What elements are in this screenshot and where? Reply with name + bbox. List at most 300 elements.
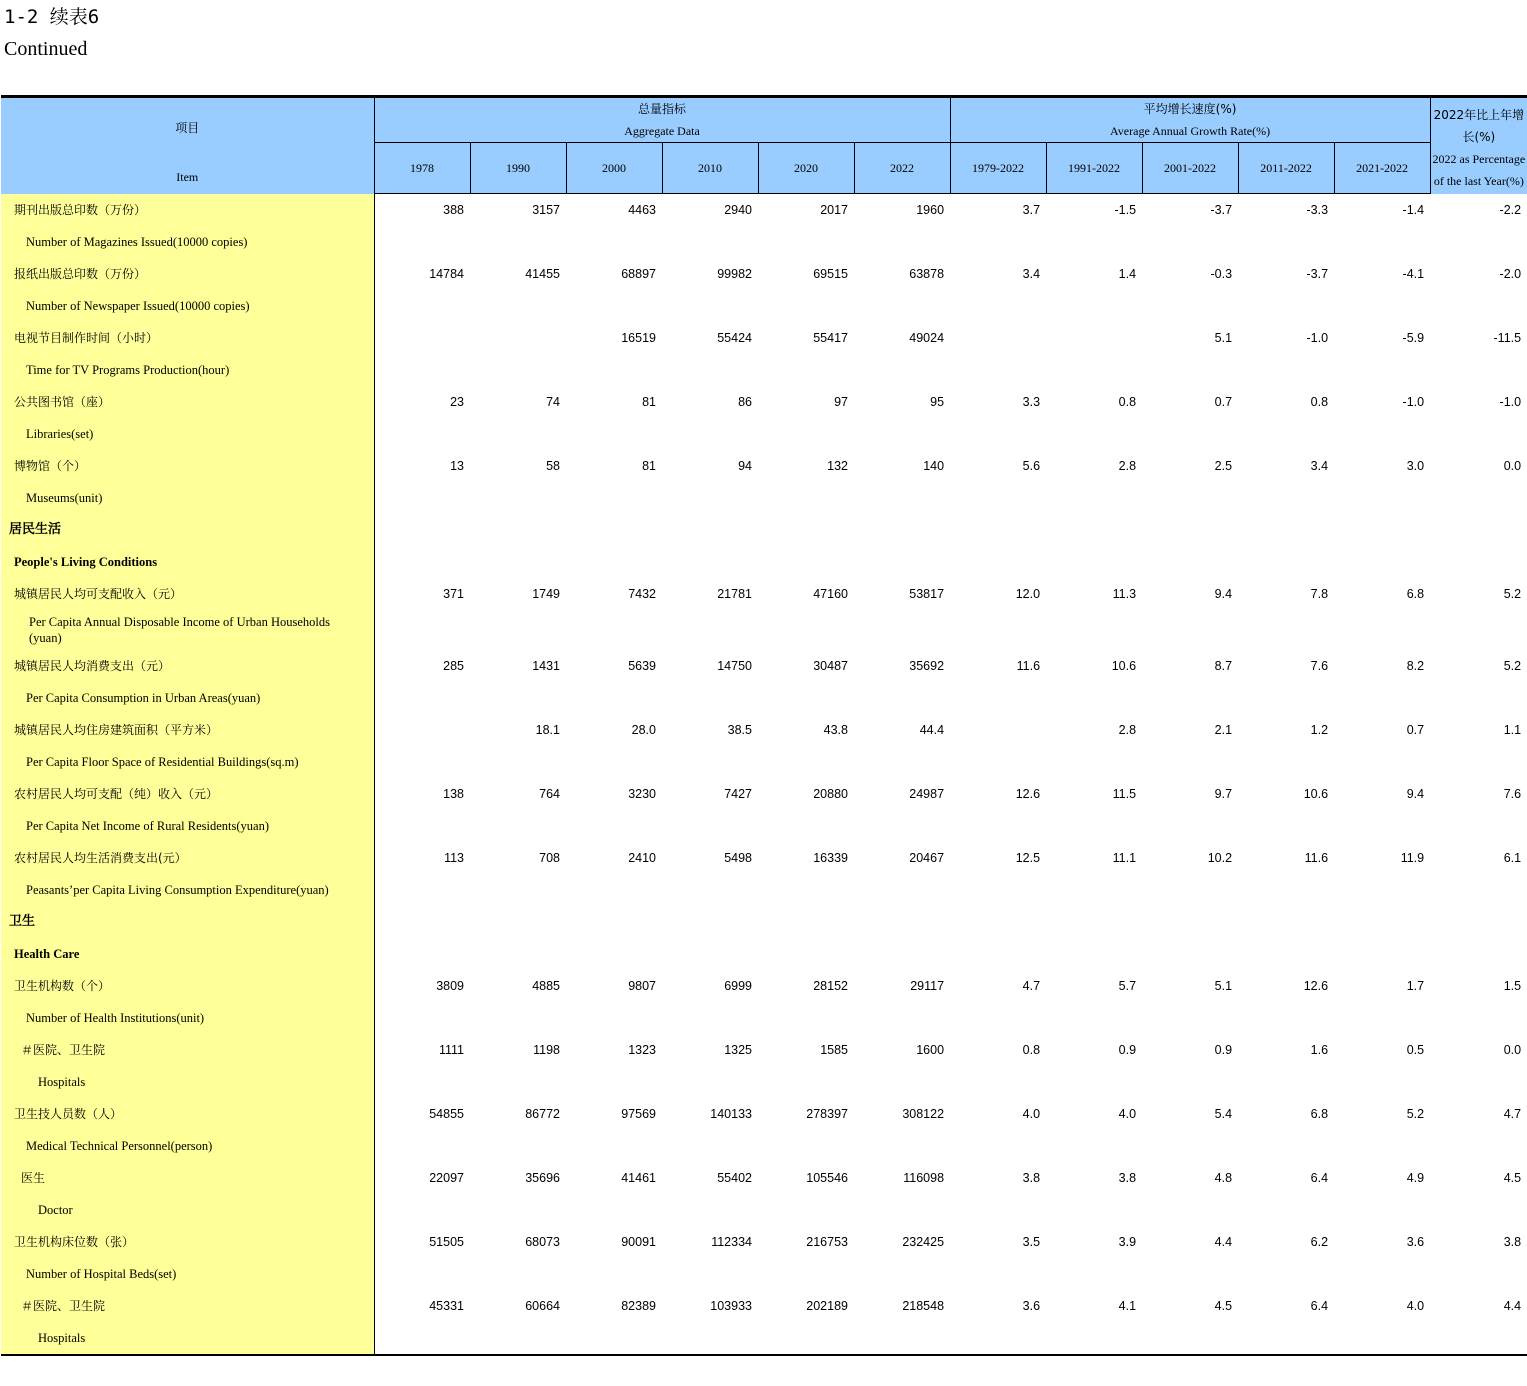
empty-cell	[854, 546, 950, 578]
value-cell: 6.4	[1310, 1299, 1329, 1313]
value-cell: 2.1	[1214, 723, 1233, 737]
value-cell: 1.2	[1310, 723, 1329, 737]
value-cell: 7427	[724, 787, 752, 801]
empty-cell	[1142, 482, 1238, 514]
table-row	[1, 194, 1527, 227]
empty-cell	[374, 1322, 470, 1355]
empty-cell	[470, 1194, 566, 1226]
value-cell: 1960	[916, 203, 945, 217]
empty-cell	[1430, 290, 1527, 322]
value-cell: 54855	[429, 1107, 464, 1121]
value-cell: 112334	[711, 1235, 752, 1249]
value-cell: 68897	[621, 267, 656, 281]
value-cell: 2017	[820, 203, 848, 217]
value-cell: 90091	[621, 1235, 656, 1249]
empty-cell	[374, 906, 470, 938]
period-header: 1979-2022	[950, 143, 1046, 194]
value-cell: 216753	[806, 1235, 848, 1249]
row-label-en: Doctor	[1, 1194, 374, 1226]
table-row	[1, 610, 1527, 650]
row-label-en: Libraries(set)	[1, 418, 374, 450]
empty-cell	[470, 1130, 566, 1162]
value-cell: 3.7	[1022, 203, 1041, 217]
value-cell: 5.7	[1118, 979, 1137, 993]
table-row	[1, 1098, 1527, 1130]
empty-cell	[1334, 874, 1430, 906]
empty-cell	[566, 874, 662, 906]
value-cell: 29117	[910, 979, 945, 993]
empty-cell	[470, 906, 566, 938]
value-cell: 3.6	[1022, 1299, 1041, 1313]
value-cell: 18.1	[535, 723, 560, 737]
empty-cell	[1046, 290, 1142, 322]
value-cell: 81	[642, 459, 656, 473]
empty-cell	[758, 1002, 854, 1034]
value-cell: 1431	[532, 659, 560, 673]
empty-cell	[1334, 482, 1430, 514]
section-label-en: People's Living Conditions	[1, 546, 374, 578]
empty-cell	[1238, 938, 1334, 970]
empty-cell	[566, 610, 662, 650]
value-cell: -1.0	[1306, 331, 1329, 345]
value-cell: 1.1	[1503, 723, 1522, 737]
empty-cell	[950, 1066, 1046, 1098]
table-row	[1, 714, 1527, 746]
value-cell: 95	[930, 395, 945, 409]
empty-cell	[662, 1066, 758, 1098]
value-cell: 5.1	[1214, 979, 1233, 993]
table-row	[1, 578, 1527, 610]
empty-cell	[374, 354, 470, 386]
empty-cell	[1046, 610, 1142, 650]
empty-cell	[566, 482, 662, 514]
value-cell: 138	[443, 787, 464, 801]
empty-cell	[662, 610, 758, 650]
empty-cell	[1334, 1322, 1430, 1355]
empty-cell	[470, 1066, 566, 1098]
empty-cell	[566, 810, 662, 842]
value-cell: 140	[923, 459, 945, 473]
value-cell: 0.7	[1406, 723, 1425, 737]
empty-cell	[1334, 418, 1430, 450]
empty-cell	[854, 938, 950, 970]
empty-cell	[662, 354, 758, 386]
empty-cell	[854, 226, 950, 258]
value-cell: -2.0	[1499, 267, 1522, 281]
empty-cell	[854, 482, 950, 514]
empty-cell	[758, 1258, 854, 1290]
value-cell: 6.1	[1503, 851, 1522, 865]
value-cell: 3.5	[1022, 1235, 1041, 1249]
row-label-en: Medical Technical Personnel(person)	[1, 1130, 374, 1162]
empty-cell	[662, 1194, 758, 1226]
empty-cell	[1430, 514, 1527, 546]
empty-cell	[374, 1194, 470, 1226]
empty-cell	[1046, 546, 1142, 578]
empty-cell	[1334, 938, 1430, 970]
value-cell: 63878	[909, 267, 945, 281]
value-cell: 3.8	[1022, 1171, 1041, 1185]
value-cell: 12.6	[1015, 787, 1041, 801]
empty-cell	[854, 1322, 950, 1355]
item-column-header: 项目 Item	[1, 97, 374, 194]
empty-cell	[1430, 1002, 1527, 1034]
empty-cell	[854, 354, 950, 386]
value-cell: -4.1	[1402, 267, 1425, 281]
empty-cell	[470, 938, 566, 970]
empty-cell	[662, 1258, 758, 1290]
section-row	[1, 906, 1527, 938]
value-cell: 9.7	[1214, 787, 1233, 801]
value-cell: 7.8	[1310, 587, 1329, 601]
value-cell: -11.5	[1493, 331, 1522, 345]
empty-cell	[1430, 482, 1527, 514]
empty-cell	[1334, 290, 1430, 322]
empty-cell	[854, 906, 950, 938]
value-cell: -1.0	[1499, 395, 1522, 409]
empty-cell	[566, 418, 662, 450]
value-cell: 20880	[813, 787, 848, 801]
value-cell: -1.4	[1402, 203, 1425, 217]
empty-cell	[1046, 514, 1142, 546]
year-header: 2020	[758, 143, 854, 194]
empty-cell	[662, 1322, 758, 1355]
section-row	[1, 938, 1527, 970]
value-cell: 68073	[525, 1235, 560, 1249]
empty-cell	[854, 514, 950, 546]
value-cell: 5.1	[1214, 331, 1233, 345]
table-row	[1, 386, 1527, 418]
value-cell: 4.0	[1022, 1107, 1041, 1121]
empty-cell	[1430, 874, 1527, 906]
value-cell: 86772	[525, 1107, 560, 1121]
value-cell: -3.3	[1306, 203, 1329, 217]
row-label-zh: ＃医院、卫生院	[1, 1290, 374, 1322]
empty-cell	[566, 290, 662, 322]
year-header: 1978	[374, 143, 470, 194]
row-label-en: Number of Newspaper Issued(10000 copies)	[1, 290, 374, 322]
value-cell: 3809	[436, 979, 464, 993]
empty-cell	[1238, 1194, 1334, 1226]
empty-cell	[950, 746, 1046, 778]
value-cell: 35692	[909, 659, 945, 673]
value-cell	[950, 714, 1046, 746]
empty-cell	[662, 482, 758, 514]
empty-cell	[566, 354, 662, 386]
empty-cell	[1142, 546, 1238, 578]
row-label-en: Number of Magazines Issued(10000 copies)	[1, 226, 374, 258]
table-row	[1, 1066, 1527, 1098]
value-cell: 0.8	[1118, 395, 1137, 409]
value-cell: 1600	[916, 1043, 945, 1057]
row-label-zh: 城镇居民人均住房建筑面积（平方米）	[1, 714, 374, 746]
value-cell: 3.8	[1503, 1235, 1522, 1249]
row-label-en: Peasants’per Capita Living Consumption Expenditure(yuan)	[1, 874, 374, 906]
table-row	[1, 1130, 1527, 1162]
empty-cell	[1334, 906, 1430, 938]
empty-cell	[950, 1194, 1046, 1226]
value-cell: 0.9	[1118, 1043, 1137, 1057]
empty-cell	[374, 610, 470, 650]
empty-cell	[662, 810, 758, 842]
empty-cell	[854, 810, 950, 842]
table-row	[1, 682, 1527, 714]
section-label-zh: 居民生活	[1, 514, 374, 546]
value-cell: 6.8	[1406, 587, 1425, 601]
empty-cell	[758, 546, 854, 578]
empty-cell	[1238, 418, 1334, 450]
period-header: 2011-2022	[1238, 143, 1334, 194]
value-cell: 2410	[628, 851, 656, 865]
table-row	[1, 746, 1527, 778]
value-cell: 4.4	[1503, 1299, 1522, 1313]
empty-cell	[1430, 226, 1527, 258]
empty-cell	[1430, 906, 1527, 938]
row-label-zh: 城镇居民人均可支配收入（元）	[1, 578, 374, 610]
value-cell: 10.6	[1111, 659, 1137, 673]
value-cell: 3157	[532, 203, 560, 217]
value-cell: 14784	[429, 267, 464, 281]
empty-cell	[470, 514, 566, 546]
empty-cell	[1046, 1066, 1142, 1098]
value-cell	[470, 322, 566, 354]
value-cell: 47160	[813, 587, 848, 601]
table-row	[1, 1322, 1527, 1355]
value-cell: 49024	[909, 331, 945, 345]
empty-cell	[1430, 810, 1527, 842]
empty-cell	[1046, 354, 1142, 386]
table-row	[1, 810, 1527, 842]
empty-cell	[566, 682, 662, 714]
value-cell: 9.4	[1214, 587, 1233, 601]
last-year-growth-header: 2022年比上年增长(%) 2022 as Percentage of the last Year(%)	[1430, 97, 1527, 194]
value-cell: 11.6	[1304, 851, 1329, 865]
value-cell: 11.3	[1112, 587, 1137, 601]
empty-cell	[758, 938, 854, 970]
value-cell: 94	[738, 459, 752, 473]
value-cell: 16339	[813, 851, 848, 865]
value-cell: 45331	[429, 1299, 464, 1313]
period-header: 1991-2022	[1046, 143, 1142, 194]
value-cell: -0.3	[1210, 267, 1233, 281]
empty-cell	[1430, 1066, 1527, 1098]
empty-cell	[1046, 810, 1142, 842]
empty-cell	[1046, 746, 1142, 778]
empty-cell	[662, 514, 758, 546]
value-cell: 0.8	[1022, 1043, 1041, 1057]
row-label-zh: 期刊出版总印数（万份）	[1, 194, 374, 227]
empty-cell	[374, 482, 470, 514]
table-row	[1, 258, 1527, 290]
value-cell: 5.2	[1503, 659, 1522, 673]
value-cell: 24987	[909, 787, 945, 801]
empty-cell	[1142, 1002, 1238, 1034]
table-row	[1, 1226, 1527, 1258]
empty-cell	[1334, 1066, 1430, 1098]
value-cell: 1.6	[1310, 1043, 1329, 1057]
value-cell: 1.7	[1406, 979, 1425, 993]
value-cell: 12.6	[1303, 979, 1329, 993]
row-label-zh: 报纸出版总印数（万份）	[1, 258, 374, 290]
value-cell: 13	[450, 459, 464, 473]
value-cell: 5.2	[1406, 1107, 1425, 1121]
value-cell: 21781	[717, 587, 752, 601]
empty-cell	[1430, 354, 1527, 386]
empty-cell	[758, 810, 854, 842]
aggregate-data-header: 总量指标 Aggregate Data	[374, 97, 950, 143]
empty-cell	[1334, 514, 1430, 546]
empty-cell	[662, 546, 758, 578]
empty-cell	[1334, 354, 1430, 386]
value-cell: 116098	[903, 1171, 945, 1185]
row-label-en: Hospitals	[1, 1322, 374, 1355]
empty-cell	[758, 418, 854, 450]
value-cell: 35696	[525, 1171, 560, 1185]
empty-cell	[1142, 1194, 1238, 1226]
empty-cell	[566, 938, 662, 970]
empty-cell	[854, 1066, 950, 1098]
row-label-zh: ＃医院、卫生院	[1, 1034, 374, 1066]
empty-cell	[1142, 610, 1238, 650]
row-label-en: Hospitals	[1, 1066, 374, 1098]
empty-cell	[758, 874, 854, 906]
value-cell: 69515	[813, 267, 848, 281]
value-cell: 2.5	[1214, 459, 1233, 473]
value-cell: 3.4	[1310, 459, 1329, 473]
empty-cell	[1046, 226, 1142, 258]
value-cell: 43.8	[823, 723, 848, 737]
empty-cell	[470, 682, 566, 714]
section-label-en: Health Care	[1, 938, 374, 970]
empty-cell	[470, 226, 566, 258]
value-cell: 10.6	[1303, 787, 1329, 801]
empty-cell	[950, 1258, 1046, 1290]
empty-cell	[950, 418, 1046, 450]
empty-cell	[470, 418, 566, 450]
empty-cell	[374, 1066, 470, 1098]
value-cell: 132	[827, 459, 848, 473]
empty-cell	[1430, 1194, 1527, 1226]
value-cell: 38.5	[727, 723, 752, 737]
empty-cell	[1430, 1130, 1527, 1162]
empty-cell	[1046, 1258, 1142, 1290]
empty-cell	[374, 1130, 470, 1162]
empty-cell	[950, 682, 1046, 714]
row-label-en: Per Capita Annual Disposable Income of Urban Households (yuan)	[1, 610, 374, 650]
value-cell: 97569	[621, 1107, 656, 1121]
row-label-en: Per Capita Net Income of Rural Residents(yuan)	[1, 810, 374, 842]
value-cell: 6999	[724, 979, 752, 993]
value-cell: 6.2	[1310, 1235, 1329, 1249]
value-cell: 3.9	[1118, 1235, 1137, 1249]
year-header: 2022	[854, 143, 950, 194]
empty-cell	[1334, 226, 1430, 258]
value-cell: 74	[546, 395, 560, 409]
empty-cell	[470, 746, 566, 778]
empty-cell	[662, 906, 758, 938]
empty-cell	[662, 418, 758, 450]
empty-cell	[1430, 418, 1527, 450]
value-cell: 28152	[813, 979, 848, 993]
empty-cell	[1334, 682, 1430, 714]
value-cell: 4463	[628, 203, 656, 217]
value-cell: 371	[443, 587, 464, 601]
value-cell	[1046, 322, 1142, 354]
empty-cell	[758, 482, 854, 514]
empty-cell	[566, 906, 662, 938]
value-cell: 308122	[902, 1107, 945, 1121]
empty-cell	[758, 514, 854, 546]
empty-cell	[1046, 682, 1142, 714]
value-cell: 6.8	[1310, 1107, 1329, 1121]
value-cell: 278397	[806, 1107, 848, 1121]
value-cell: 99982	[717, 267, 752, 281]
value-cell: 140133	[710, 1107, 752, 1121]
value-cell: 764	[539, 787, 560, 801]
empty-cell	[950, 226, 1046, 258]
value-cell: 81	[642, 395, 656, 409]
empty-cell	[1238, 1066, 1334, 1098]
statistics-table	[1, 95, 1527, 1356]
value-cell: 97	[834, 395, 848, 409]
value-cell: 202189	[806, 1299, 848, 1313]
empty-cell	[1238, 354, 1334, 386]
row-label-zh: 公共图书馆（座）	[1, 386, 374, 418]
value-cell: 5.4	[1214, 1107, 1233, 1121]
row-label-zh: 卫生技人员数（人）	[1, 1098, 374, 1130]
empty-cell	[1334, 810, 1430, 842]
value-cell: 7.6	[1503, 787, 1522, 801]
value-cell	[374, 322, 470, 354]
row-label-zh: 农村居民人均生活消费支出(元）	[1, 842, 374, 874]
value-cell: 4.4	[1214, 1235, 1233, 1249]
empty-cell	[950, 610, 1046, 650]
empty-cell	[662, 682, 758, 714]
empty-cell	[662, 1002, 758, 1034]
empty-cell	[566, 1258, 662, 1290]
table-row	[1, 1194, 1527, 1226]
empty-cell	[1238, 746, 1334, 778]
empty-cell	[374, 938, 470, 970]
empty-cell	[662, 290, 758, 322]
empty-cell	[374, 546, 470, 578]
empty-cell	[566, 226, 662, 258]
empty-cell	[950, 810, 1046, 842]
empty-cell	[470, 290, 566, 322]
row-label-zh: 医生	[1, 1162, 374, 1194]
value-cell	[950, 322, 1046, 354]
empty-cell	[758, 1322, 854, 1355]
empty-cell	[1238, 546, 1334, 578]
empty-cell	[1430, 546, 1527, 578]
value-cell	[374, 714, 470, 746]
row-label-en: Per Capita Consumption in Urban Areas(yuan)	[1, 682, 374, 714]
empty-cell	[470, 1258, 566, 1290]
value-cell: 28.0	[631, 723, 656, 737]
row-label-en: Museums(unit)	[1, 482, 374, 514]
empty-cell	[1142, 290, 1238, 322]
table-row	[1, 970, 1527, 1002]
empty-cell	[1238, 1002, 1334, 1034]
empty-cell	[1142, 1130, 1238, 1162]
year-header: 2000	[566, 143, 662, 194]
value-cell: 0.8	[1310, 395, 1329, 409]
empty-cell	[374, 810, 470, 842]
empty-cell	[950, 290, 1046, 322]
value-cell: 4.5	[1503, 1171, 1522, 1185]
value-cell: 6.4	[1310, 1171, 1329, 1185]
row-label-zh: 卫生机构床位数（张）	[1, 1226, 374, 1258]
